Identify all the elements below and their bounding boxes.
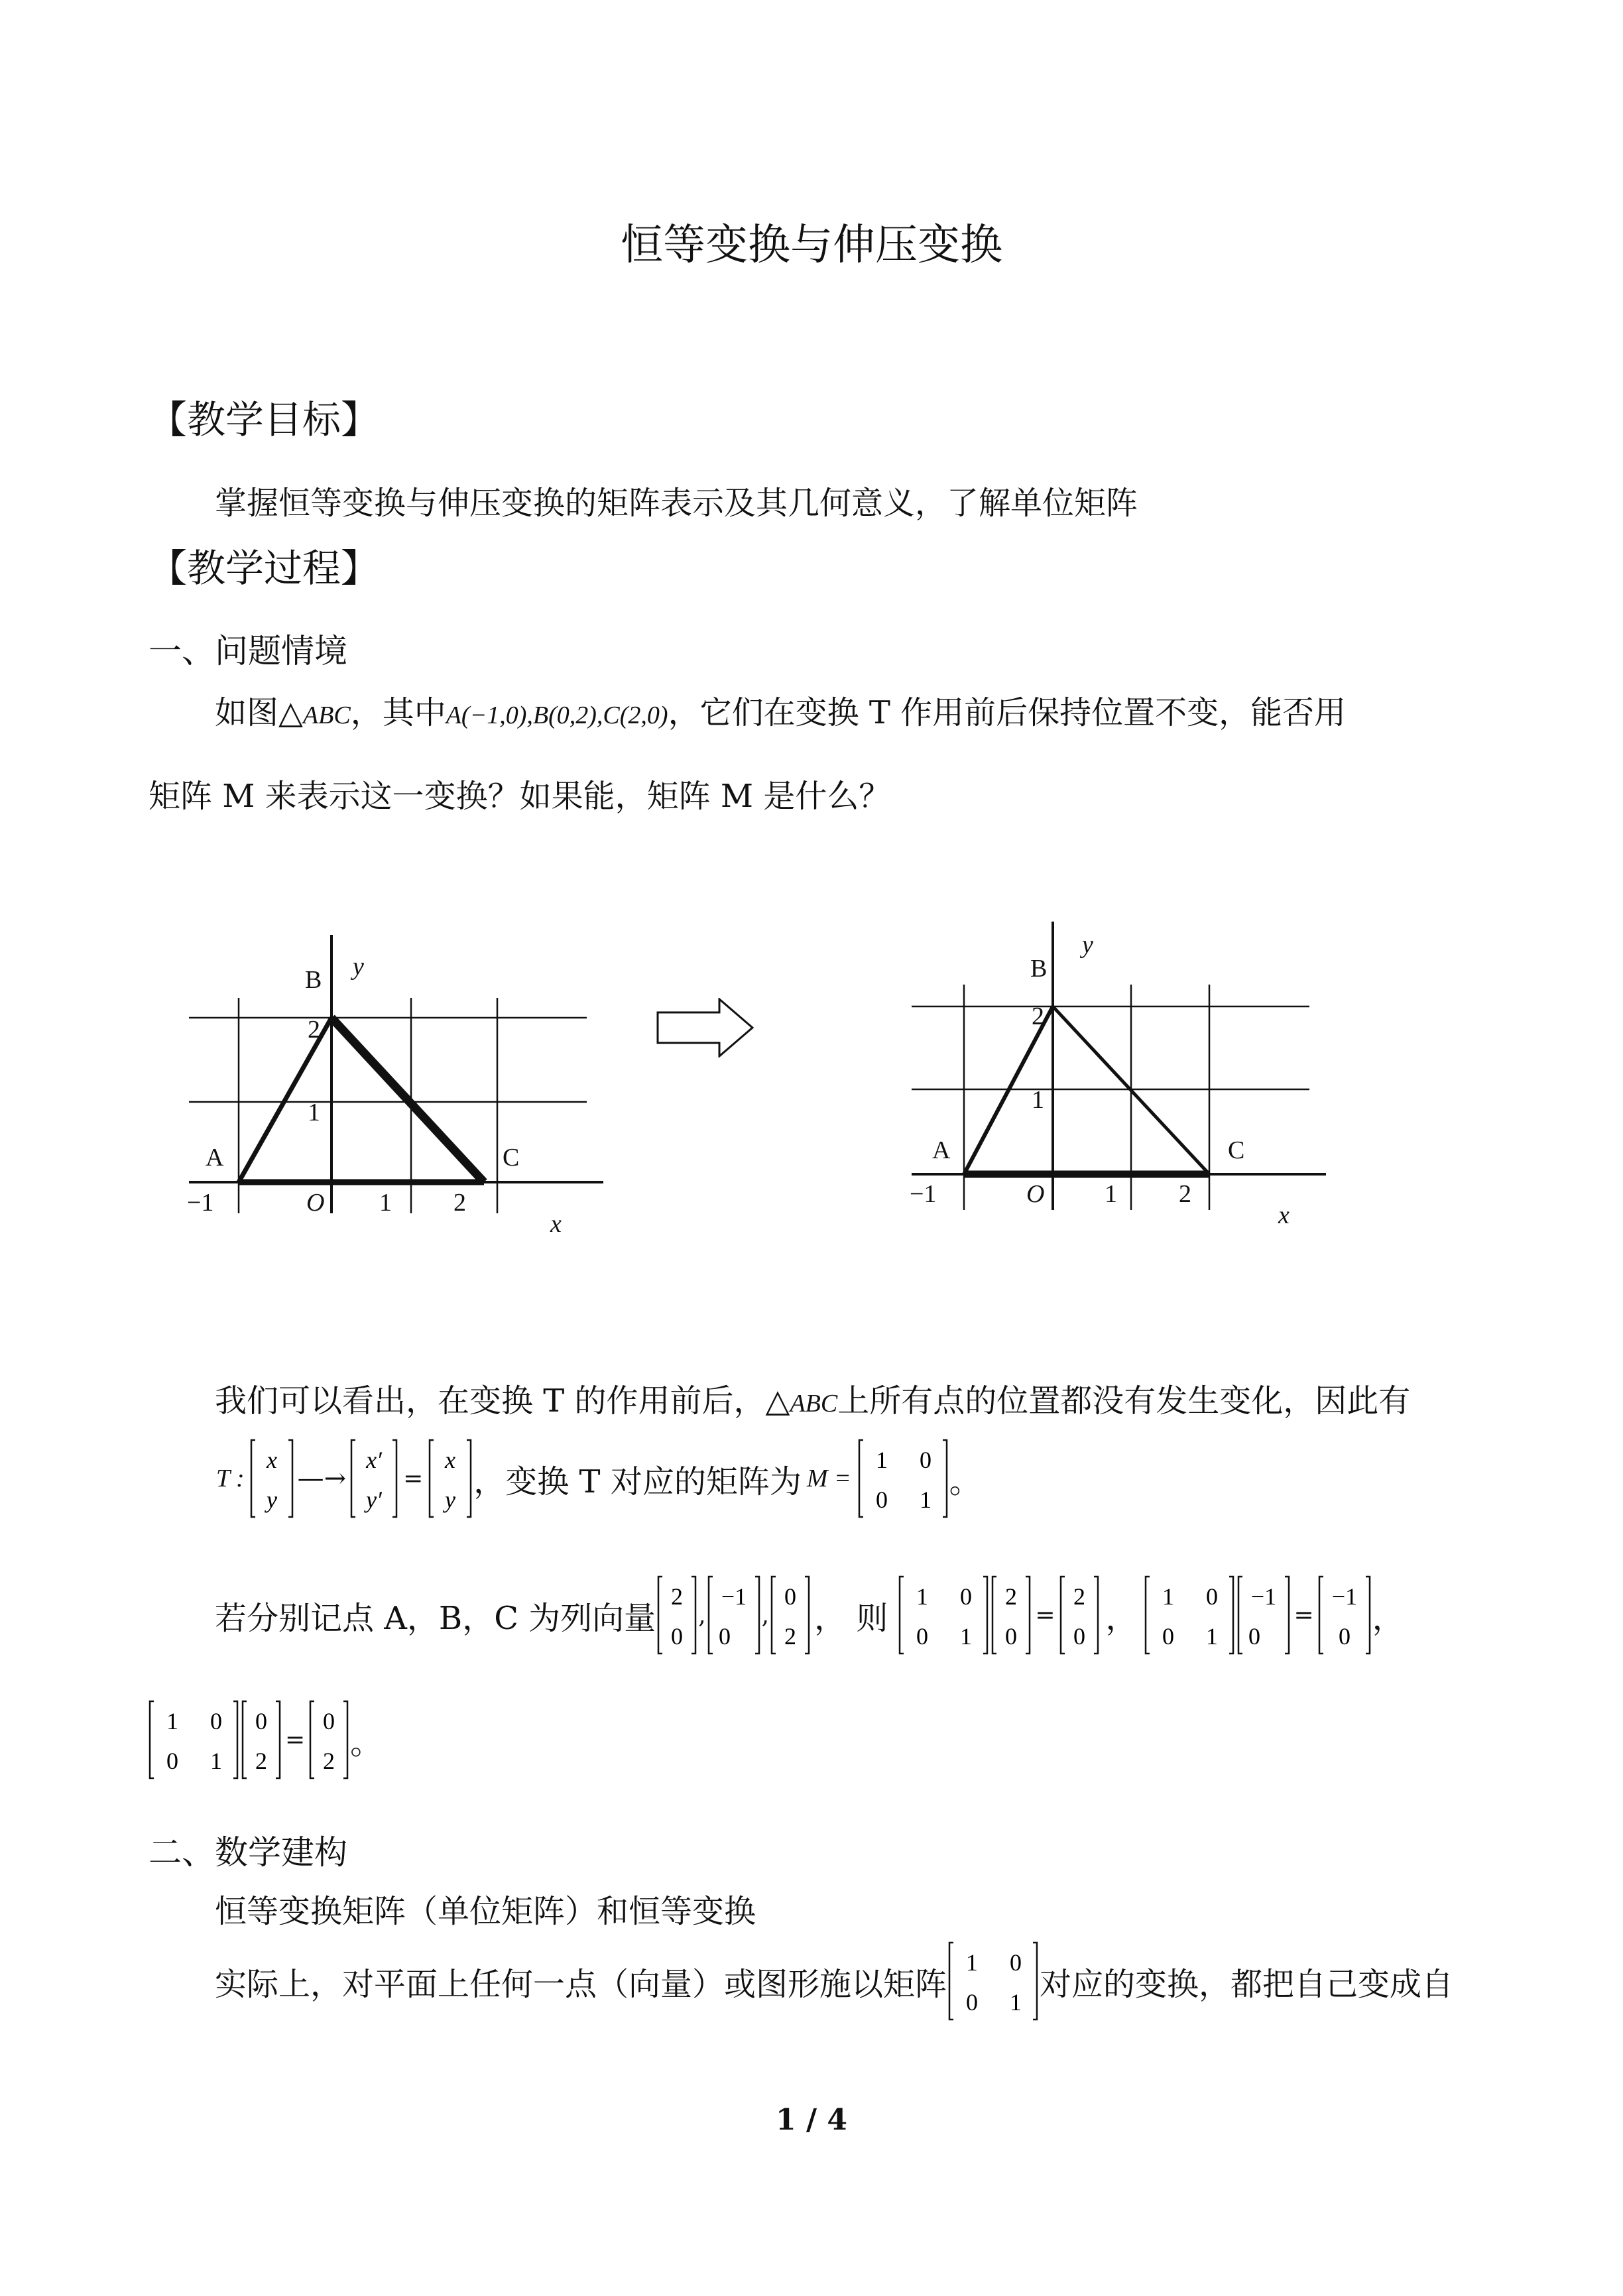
vector-xy: [427, 1437, 473, 1520]
identity-matrix: [947, 1940, 1040, 2022]
vector-entry: x: [266, 1447, 277, 1473]
vector-entry: 0: [718, 1623, 731, 1650]
section-heading-process: 【教学过程】: [149, 546, 380, 591]
vector-c: [990, 1574, 1032, 1656]
vector-entry: 0: [1005, 1623, 1018, 1650]
vector-b: [308, 1699, 350, 1781]
construct-line: [215, 1936, 1453, 2026]
equals-sign: =: [403, 1465, 424, 1492]
identity-matrix: [1143, 1574, 1236, 1656]
tick-label-y1: 1: [308, 1099, 320, 1126]
page-number: 1 / 4: [776, 2103, 847, 2137]
vector-b: [769, 1574, 812, 1656]
vertex-b-label: B: [305, 966, 322, 994]
goal-text: 掌握恒等变换与伸压变换的矩阵表示及其几何意义，了解单位矩阵: [215, 485, 1138, 522]
tick-label-x1: 1: [379, 1189, 392, 1217]
page-title: 恒等变换与伸压变换: [621, 221, 1002, 270]
matrix-entry: 1: [916, 1583, 929, 1610]
equals-sign: =: [1293, 1601, 1314, 1629]
triangle-name: ABC: [302, 701, 351, 729]
part1-heading: 一、问题情境: [149, 632, 347, 670]
vector-entry: −1: [1250, 1583, 1276, 1610]
observe-text-b: 上所有点的位置都没有发生变化，因此有: [837, 1382, 1411, 1420]
triangle-name: ABC: [790, 1390, 838, 1418]
vertex-c-label: C: [1228, 1136, 1245, 1164]
vertex-b-label: B: [1030, 955, 1048, 983]
vector-b: [240, 1699, 282, 1781]
vector-c: [1058, 1574, 1101, 1656]
observation-line: [215, 1375, 1410, 1421]
then-text: ， 则: [814, 1599, 888, 1637]
identity-matrix: [897, 1574, 990, 1656]
vector-xy-prime: [349, 1437, 399, 1520]
construct-subheading: 恒等变换矩阵（单位矩阵）和恒等变换: [215, 1893, 756, 1930]
triangle-side-bc: [331, 1018, 484, 1182]
vertex-a-label: A: [932, 1136, 951, 1164]
matrix-entry: 0: [966, 1989, 979, 2016]
matrix-entry: 1: [166, 1708, 178, 1734]
vector-entry: 2: [671, 1583, 684, 1610]
tick-label-xm1: −1: [910, 1180, 937, 1208]
vector-xy: [249, 1437, 295, 1520]
vertex-a-label: A: [206, 1144, 224, 1172]
problem-line-1: [215, 687, 1346, 733]
x-axis-label: x: [1278, 1201, 1290, 1229]
construct-text-a: 实际上，对平面上任何一点（向量）或图形施以矩阵: [215, 1965, 947, 2003]
vector-entry: 0: [255, 1708, 267, 1734]
matrix-entry: 0: [1205, 1583, 1218, 1610]
origin-label: O: [306, 1189, 325, 1217]
vector-entry: x: [445, 1447, 456, 1473]
matrix-entry: 0: [916, 1623, 929, 1650]
map-M-label: M =: [806, 1465, 851, 1492]
vector-a: [706, 1574, 762, 1656]
vector-entry: 2: [784, 1623, 797, 1650]
construct-text-b: 对应的变换，都把自己变成自: [1040, 1965, 1454, 2003]
matrix-entry: 1: [210, 1748, 222, 1774]
equals-sign: =: [1035, 1601, 1055, 1629]
vector-a: [1236, 1574, 1292, 1656]
identity-matrix: [857, 1437, 949, 1520]
tick-label-x2: 2: [453, 1189, 466, 1217]
period: 。: [949, 1463, 981, 1500]
y-axis-label: y: [353, 953, 364, 981]
figure-after: [902, 912, 1326, 1230]
vector-entry: 0: [784, 1583, 797, 1610]
vector-entry: 0: [323, 1708, 335, 1734]
matrix-entry: 0: [210, 1708, 222, 1734]
matrix-entry: 1: [966, 1949, 979, 1976]
section-heading-goal: 【教学目标】: [149, 397, 380, 442]
vector-entry: y: [445, 1486, 456, 1513]
tick-label-x2: 2: [1179, 1180, 1191, 1208]
vector-entry: 2: [255, 1748, 267, 1774]
part2-heading: 二、数学建构: [149, 1833, 347, 1872]
matrix-entry: 1: [1205, 1623, 1218, 1650]
matrix-entry: 1: [960, 1623, 973, 1650]
vector-entry: 2: [1073, 1583, 1085, 1610]
mapping-line: [216, 1432, 981, 1525]
tick-label-x1: 1: [1105, 1180, 1117, 1208]
comma: ,: [698, 1601, 706, 1629]
problem-text-b: ，其中: [350, 694, 446, 731]
tick-label-xm1: −1: [187, 1189, 214, 1217]
vector-entry: y′: [366, 1486, 383, 1513]
vector-entry: 2: [1005, 1583, 1018, 1610]
vertex-c-label: C: [503, 1144, 520, 1172]
comma: ，: [1105, 1599, 1138, 1637]
observe-text-a: 我们可以看出，在变换 T 的作用前后，△: [215, 1382, 790, 1420]
y-axis-label: y: [1082, 931, 1093, 959]
vector-entry: 0: [1073, 1623, 1085, 1650]
identity-matrix: [147, 1699, 240, 1781]
matrix-entry: 0: [166, 1748, 178, 1774]
map-T-label: T :: [216, 1465, 245, 1492]
origin-label: O: [1026, 1180, 1045, 1208]
vector-entry: x′: [366, 1447, 383, 1473]
vectors-intro: 若分别记点 A，B，C 为列向量: [215, 1599, 656, 1637]
vector-entry: y: [266, 1486, 277, 1513]
vector-entry: 0: [671, 1623, 684, 1650]
map-mid-text: ，变换 T 对应的矩阵为: [473, 1463, 802, 1500]
tick-label-y2: 2: [1032, 1002, 1044, 1030]
problem-points: A(−1,0),B(0,2),C(2,0): [446, 701, 668, 729]
comma: ，: [1372, 1599, 1404, 1637]
vector-entry: 0: [1338, 1623, 1351, 1650]
vector-entry: −1: [721, 1583, 747, 1610]
vector-a: [1317, 1574, 1372, 1656]
matrix-entry: 1: [1162, 1583, 1174, 1610]
matrix-entry: 0: [1010, 1949, 1022, 1976]
x-axis-label: x: [550, 1210, 562, 1238]
matrix-entry: 0: [960, 1583, 973, 1610]
comma: ,: [761, 1601, 770, 1629]
problem-text-a: 如图△: [215, 694, 303, 731]
matrix-entry: 0: [875, 1486, 888, 1513]
period: 。: [350, 1724, 383, 1762]
vectors-line: [215, 1570, 1404, 1660]
problem-line-2: 矩阵 M 来表示这一变换？如果能，矩阵 M 是什么？: [149, 778, 891, 815]
vector-entry: −1: [1331, 1583, 1357, 1610]
matrix-entry: 1: [1010, 1989, 1022, 2016]
product-line: [147, 1695, 382, 1785]
vector-c: [656, 1574, 698, 1656]
matrix-entry: 0: [1162, 1623, 1174, 1650]
figure-before: [179, 922, 603, 1240]
equals-sign: =: [285, 1726, 306, 1754]
tick-label-y2: 2: [308, 1016, 320, 1044]
problem-text-c: ，它们在变换 T 作用前后保持位置不变，能否用: [668, 694, 1347, 731]
matrix-entry: 0: [919, 1447, 932, 1473]
transform-arrow-icon: [656, 998, 756, 1057]
matrix-entry: 1: [919, 1486, 932, 1513]
tick-label-y1: 1: [1032, 1086, 1044, 1114]
vector-entry: 2: [323, 1748, 335, 1774]
matrix-entry: 1: [875, 1447, 888, 1473]
vector-entry: 0: [1248, 1623, 1260, 1650]
map-arrow: —→: [297, 1463, 347, 1494]
